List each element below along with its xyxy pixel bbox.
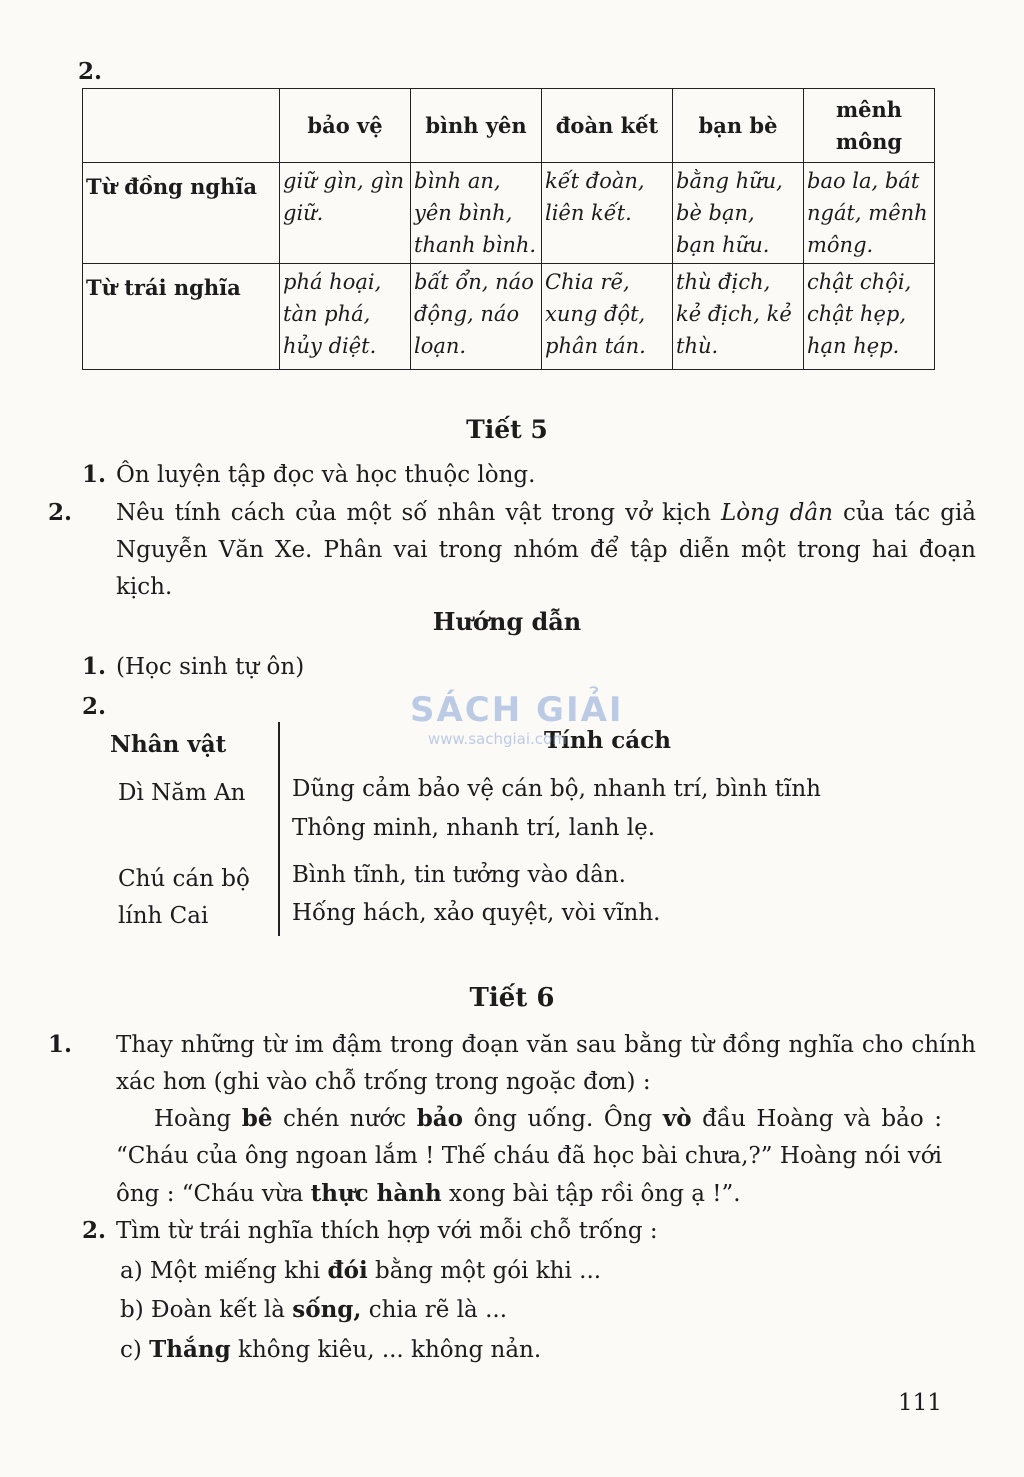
bold-word: vò [662, 1105, 692, 1132]
bold-word: thực hành [310, 1180, 442, 1207]
character-name: lính Cai [118, 903, 209, 929]
table-header-cell: bảo vệ [280, 89, 411, 163]
sub-item-text: b) Đoàn kết là [120, 1297, 293, 1323]
table-header-cell: bình yên [411, 89, 542, 163]
table-cell: chật chội, chật hẹp, hạn hẹp. [804, 264, 935, 370]
table-header-cell: mênh mông [804, 89, 935, 163]
guide-item [82, 648, 942, 686]
exercise-item [48, 494, 977, 606]
character-table-divider [278, 722, 280, 936]
paragraph-text: xong bài tập rồi ông ạ !”. [441, 1181, 741, 1207]
table-cell: giữ gìn, gìn giữ. [280, 163, 411, 264]
item-text: Nêu tính cách của một số nhân vật trong vở kịch [116, 500, 721, 526]
item-text: (Học sinh tự ôn) [116, 654, 305, 680]
synonym-antonym-table [82, 88, 935, 370]
table-cell: kết đoàn, liên kết. [542, 163, 673, 264]
item-number: 2. [82, 1217, 107, 1244]
sub-item [120, 1252, 980, 1290]
exercise-item [82, 456, 942, 494]
sub-item-text: a) Một miếng khi [120, 1258, 328, 1284]
table-cell: bình an, yên bình, thanh bình. [411, 163, 542, 264]
paragraph-text: chén nước [272, 1106, 417, 1132]
table-header-row [83, 89, 935, 163]
table-header-cell: bạn bè [673, 89, 804, 163]
watermark-url: www.sachgiai.com [428, 730, 567, 748]
table-cell: thù địch, kẻ địch, kẻ thù. [673, 264, 804, 370]
watermark [410, 690, 624, 748]
sub-item-text: chia rẽ là ... [361, 1297, 508, 1323]
bold-word: đói [327, 1257, 368, 1284]
section-title-tiet-6: Tiết 6 [469, 983, 555, 1013]
character-trait: Dũng cảm bảo vệ cán bộ, nhanh trí, bình tĩnh [292, 776, 821, 802]
row-label: Từ trái nghĩa [83, 264, 280, 370]
exercise-paragraph [116, 1100, 942, 1213]
sub-item [120, 1291, 980, 1329]
sub-item-text: không kiêu, ... không nản. [230, 1337, 542, 1363]
guide-title: Hướng dẫn [432, 607, 582, 636]
item-number: 1. [48, 1031, 73, 1058]
character-trait: Hống hách, xảo quyệt, vòi vĩnh. [292, 900, 661, 926]
item-number: 2. [48, 499, 73, 526]
character-trait: Bình tĩnh, tin tưởng vào dân. [292, 862, 626, 888]
paragraph-text: đầu Hoàng và bảo : “Cháu của ông ngoan lắm ! Thế cháu đã học bài chưa,?” Hoàng nói với ông : “Cháu vừa [116, 1106, 943, 1207]
exercise-item [48, 1026, 976, 1101]
character-trait: Thông minh, nhanh trí, lanh lẹ. [292, 815, 656, 841]
item-text: Ôn luyện tập đọc và học thuộc lòng. [116, 462, 536, 488]
bold-word: bảo [416, 1105, 464, 1132]
paragraph-text: ông uống. Ông [463, 1106, 663, 1132]
table-row [83, 264, 935, 370]
page-number: 111 [898, 1390, 942, 1416]
section-title-tiet-5: Tiết 5 [466, 415, 548, 444]
table-cell: phá hoại, tàn phá, hủy diệt. [280, 264, 411, 370]
item-text: của tác giả Nguyễn Văn Xe. Phân vai trong nhóm để tập diễn một trong hai đoạn kịch. [116, 500, 977, 600]
table-cell: bao la, bát ngát, mênh mông. [804, 163, 935, 264]
paragraph-text: Hoàng [154, 1106, 242, 1132]
bold-word: Thắng [149, 1336, 231, 1363]
sub-item-text: c) [120, 1337, 150, 1363]
bold-word: sống, [292, 1296, 362, 1323]
table-cell: bất ổn, náo động, náo loạn. [411, 264, 542, 370]
item-text: Thay những từ im đậm trong đoạn văn sau bằng từ đồng nghĩa cho chính xác hơn (ghi vào chỗ trống trong ngoặc đơn) : [116, 1032, 976, 1095]
sub-item-text: bằng một gói khi ... [367, 1258, 602, 1284]
play-title: Lòng dân [720, 500, 833, 526]
table-header-cell: đoàn kết [542, 89, 673, 163]
item-number: 2. [82, 693, 107, 720]
exercise-item [82, 1212, 942, 1250]
table-row [83, 163, 935, 264]
trait-header: Tính cách [544, 727, 671, 754]
watermark-brand: SÁCH GIẢI [410, 690, 624, 730]
character-name: Dì Năm An [118, 780, 246, 806]
table-cell: bằng hữu, bè bạn, bạn hữu. [673, 163, 804, 264]
sub-item [120, 1331, 980, 1369]
table-cell: Chia rẽ, xung đột, phân tán. [542, 264, 673, 370]
section-number: 2. [78, 58, 103, 85]
table-header-cell [83, 89, 280, 163]
row-label: Từ đồng nghĩa [83, 163, 280, 264]
item-number: 1. [82, 653, 107, 680]
bold-word: bê [241, 1105, 273, 1132]
character-header: Nhân vật [110, 731, 227, 758]
character-name: Chú cán bộ [118, 866, 250, 892]
item-text: Tìm từ trái nghĩa thích hợp với mỗi chỗ trống : [116, 1218, 658, 1244]
item-number: 1. [82, 461, 107, 488]
